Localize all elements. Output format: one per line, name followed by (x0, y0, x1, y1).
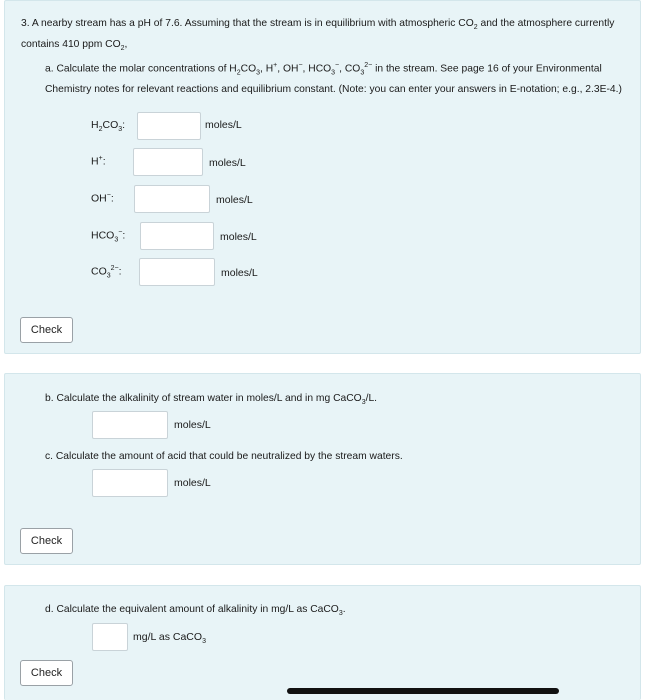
label-oh: OH−: (91, 192, 114, 205)
check-button-bc[interactable]: Check (20, 528, 73, 554)
unit-h2co3: moles/L (205, 119, 242, 131)
label-h2co3: $H_2CO_3$: (91, 119, 126, 134)
acid-neutralized-input[interactable] (92, 469, 168, 497)
part-b-text: b. Calculate the alkalinity of stream water in moles/L and in mg CaCO$_3$/L. (45, 393, 378, 407)
h-plus-input[interactable] (133, 148, 203, 176)
unit-co3: moles/L (221, 267, 258, 279)
check-button-d[interactable]: Check (20, 660, 73, 686)
h2co3-input[interactable] (137, 112, 201, 140)
unit-oh: moles/L (216, 194, 253, 206)
unit-acid: moles/L (174, 477, 211, 489)
alkalinity-input[interactable] (92, 411, 168, 439)
hco3-input[interactable] (140, 222, 214, 250)
oh-input[interactable] (134, 185, 210, 213)
co3-input[interactable] (139, 258, 215, 286)
label-h-plus: H+: (91, 155, 106, 168)
question-card-a (4, 0, 641, 354)
unit-alkalinity: moles/L (174, 419, 211, 431)
check-button-a[interactable]: Check (20, 317, 73, 343)
question-card-d (4, 585, 641, 700)
question-3-text: 3. A nearby stream has a pH of 7.6. Assuming that the stream is in equilibrium with atmospheric $CO_2$ and the atmosphere currently contains 410 ppm $CO_2$, (21, 18, 615, 53)
part-a-text: a. Calculate the molar concentrations of $H_2CO_3$, H+, OH−, $HCO_3^-$, $CO_3^{2-}$ in the stream. See page 16 of your Environmental Chemistry notes for relevant reactions and equilibrium constant. (Note: you can enter your answers in E-notation; e.g., 2.3E-4.) (45, 62, 622, 96)
label-hco3: $HCO_3^-$: (91, 229, 126, 244)
equivalent-alkalinity-input[interactable] (92, 623, 128, 651)
part-c-text: c. Calculate the amount of acid that could be neutralized by the stream waters. (45, 451, 403, 462)
home-indicator (287, 688, 559, 694)
part-d-text: d. Calculate the equivalent amount of alkalinity in mg/L as CaCO$_3$. (45, 604, 346, 618)
question-card-bc (4, 373, 641, 565)
unit-mg-caco3: mg/L as CaCO$_3$ (133, 631, 206, 646)
unit-h-plus: moles/L (209, 157, 246, 169)
unit-hco3: moles/L (220, 231, 257, 243)
label-co3: $CO_3^{2-}$: (91, 265, 122, 280)
